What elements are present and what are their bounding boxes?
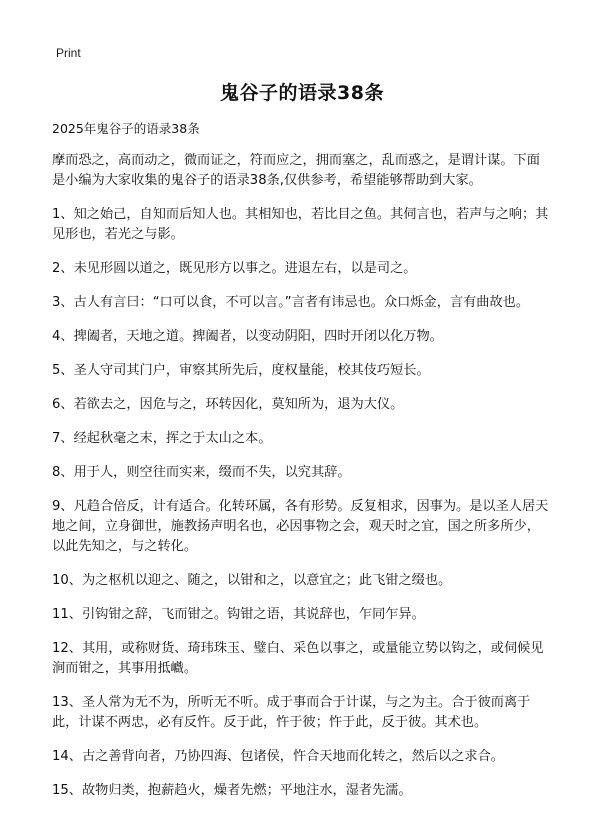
quote-item: 4、捭阖者，天地之道。捭阖者，以变动阴阳，四时开闭以化万物。	[52, 329, 443, 344]
quote-list	[52, 205, 552, 801]
quote-item: 3、古人有言曰：“口可以食，不可以言。”言者有讳忌也。众口烁金，言有曲故也。	[52, 295, 530, 310]
quote-item: 12、其用，或称财货、琦玮珠玉、璧白、采色以事之，或量能立势以钩之，或伺候见涧而钳之，其事用抵巇。	[52, 641, 544, 676]
quote-item: 11、引钩钳之辞，飞而钳之。钩钳之语，其说辞也，乍同乍异。	[52, 607, 425, 622]
intro-paragraph: 摩而恐之，高而动之，微而证之，符而应之，拥而塞之，乱而惑之，是谓计谋。下面是小编为大家收集的鬼谷子的语录38条,仅供参考，希望能够帮助到大家。	[52, 153, 540, 188]
quote-item: 1、知之始己，自知而后知人也。其相知也，若比目之鱼。其伺言也，若声与之响；其见形也，若光之与影。	[52, 207, 549, 242]
document-body	[52, 78, 552, 815]
page-title: 鬼谷子的语录38条	[220, 82, 384, 104]
quote-item: 6、若欲去之，因危与之，环转因化，莫知所为，退为大仪。	[52, 397, 404, 412]
quote-item: 7、经起秋毫之末，挥之于太山之本。	[52, 431, 272, 446]
subtitle: 2025年鬼谷子的语录38条	[52, 121, 200, 136]
quote-item: 15、故物归类，抱薪趋火，燥者先燃；平地注水，湿者先濡。	[52, 783, 412, 798]
quote-item: 14、古之善背向者，乃协四海、包诸侯，忤合天地而化转之，然后以之求合。	[52, 749, 504, 764]
quote-item: 9、凡趋合倍反，计有适合。化转环属，各有形势。反复相求，因事为。是以圣人居天地之间，立身御世，施教扬声明名也，必因事物之会，观天时之宜，国之所多所少，以此先知之，与之转化。	[52, 499, 549, 554]
quote-item: 5、圣人守司其门户，审察其所先后，度权量能，校其伎巧短长。	[52, 363, 430, 378]
quote-item: 2、未见形圆以道之，既见形方以事之。进退左右，以是司之。	[52, 261, 417, 276]
quote-item: 13、圣人常为无不为，所听无不听。成于事而合于计谋，与之为主。合于彼而离于此，计谋不两忠，必有反忤。反于此，忤于彼；忤于此，反于彼。其术也。	[52, 695, 531, 730]
quote-item: 8、用于人，则空往而实来，缀而不失，以究其辞。	[52, 465, 351, 480]
quote-item: 10、为之枢机以迎之、随之，以钳和之，以意宜之；此飞钳之缀也。	[52, 573, 452, 588]
print-link[interactable]: Print	[56, 46, 81, 60]
